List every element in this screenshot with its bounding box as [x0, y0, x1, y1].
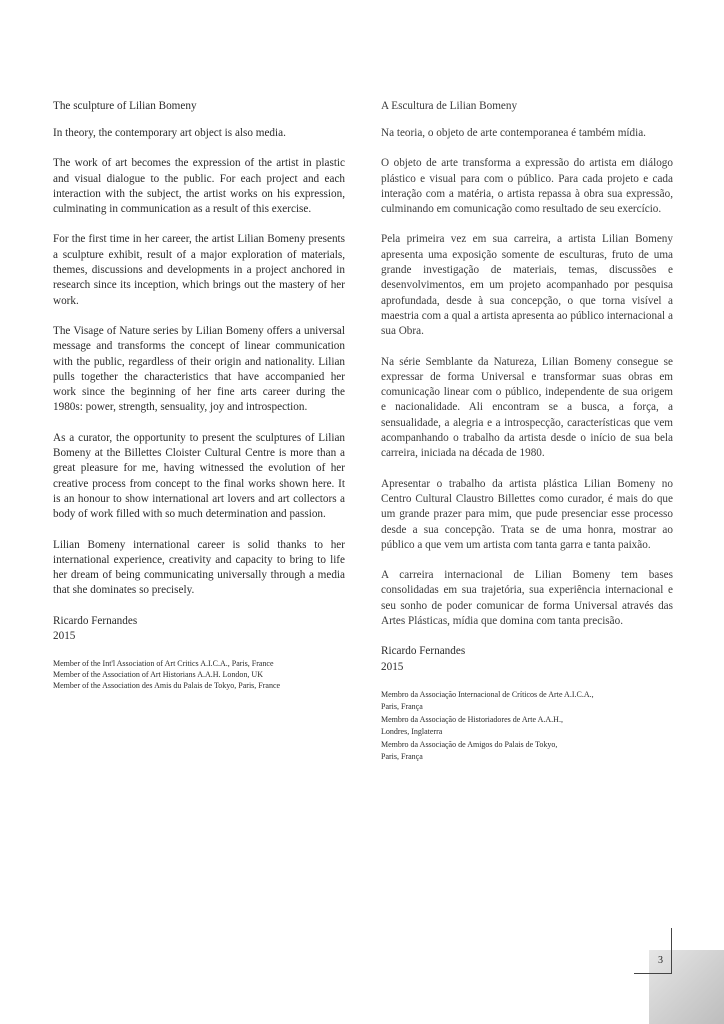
credential-line: Membro da Associação de Historiadores de Arte A.A.H.,	[381, 714, 563, 724]
english-title: The sculpture of Lilian Bomeny	[53, 100, 197, 112]
english-paragraph: The work of art becomes the expression of the artist in plastic and visual dialogue to the public. For each project and each interaction with the subject, the artist works on his expression, culminating in communication as a result of this exercise.	[53, 157, 345, 216]
portuguese-paragraph: Na teoria, o objeto de arte contemporanea é também mídia.	[381, 127, 646, 139]
credential-line: Paris, França	[381, 702, 423, 712]
portuguese-paragraph: A carreira internacional de Lilian Bomeny tem bases consolidadas em sua trajetória, sua experiência internacional e seu sonho de poder comunicar de forma Universal através das Artes Plásticas, mídia que domina com tanta precisão.	[381, 569, 673, 628]
portuguese-paragraph: Na série Semblante da Natureza, Lilian Bomeny consegue se expressar de forma Universal e transformar suas obras em comunicação linear com o público, independente de sua origem e nacionalidade. Ali encontram se a busca, a força, a sensualidade, a alegria e a introspecção, características que vem acompanhando o trabalho da artista desde o início de sua bela carreira, iniciada na década de 1980.	[381, 355, 673, 460]
english-column	[53, 99, 345, 691]
portuguese-column	[381, 99, 673, 764]
portuguese-paragraph: O objeto de arte transforma a expressão do artista em diálogo plástico e visual para com o público. Para cada projeto e cada interação com a matéria, o artista repassa à obra sua expressão, culminando em comunicação como resultado de seu exercício.	[381, 157, 673, 216]
portuguese-title: A Escultura de Lilian Bomeny	[381, 100, 518, 112]
page-number: 3	[658, 955, 663, 966]
signature-name: Ricardo Fernandes	[53, 614, 138, 627]
portuguese-credentials	[381, 689, 673, 764]
signature-year: 2015	[53, 630, 76, 643]
english-paragraph: For the first time in her career, the artist Lilian Bomeny presents a sculpture exhibit, result of a major exploration of materials, themes, discussions and developments in a project anchored in research since its inception, which brings out the mastery of her work.	[53, 233, 345, 307]
signature-year: 2015	[381, 660, 404, 673]
english-signature	[53, 614, 345, 645]
crop-mark-horizontal	[634, 973, 672, 974]
english-credentials	[53, 658, 345, 691]
portuguese-paragraph: Apresentar o trabalho da artista plástica Lilian Bomeny no Centro Cultural Claustro Billettes como curador, é mais do que um grande prazer para mim, que pude presenciar esse processo desde a sua concepção. Trata se de uma honra, mostrar ao público a que vem um artista com tanta garra e tanta paixão.	[381, 477, 673, 551]
portuguese-signature	[381, 644, 673, 675]
credential-line: Member of the Association des Amis du Palais de Tokyo, Paris, France	[53, 681, 281, 691]
english-paragraph: As a curator, the opportunity to present the sculptures of Lilian Bomeny at the Billettes Cloister Cultural Centre is more than a great pleasure for me, having witnessed the evolution of her creative process from concept to the final works shown here. It is an honour to show international art lovers and art collectors a body of work filled with so much determination and passion.	[53, 431, 345, 521]
credential-line: Membro da Associação de Amigos do Palais de Tokyo,	[381, 739, 558, 749]
english-paragraph: In theory, the contemporary art object is also media.	[53, 127, 286, 139]
credential-line: Member of the Int'l Association of Art Critics A.I.C.A., Paris, France	[53, 659, 274, 669]
credential-line: Londres, Inglaterra	[381, 727, 443, 737]
credential-line: Member of the Association of Art Historians A.A.H. London, UK	[53, 670, 263, 680]
credential-line: Membro da Associação Internacional de Críticos de Arte A.I.C.A.,	[381, 689, 594, 699]
credential-line: Paris, França	[381, 752, 423, 762]
portuguese-paragraph: Pela primeira vez em sua carreira, a artista Lilian Bomeny apresenta uma exposição somente de esculturas, fruto de uma grande investigação de materiais, temas, discussões e desenvolvimentos, em um projeto acompanhado por pesquisa aprofundada, desde à sua concepção, o que torna visível a maestria com a qual a artista apresenta ao público internacional a sua Obra.	[381, 233, 673, 338]
english-paragraph: Lilian Bomeny international career is solid thanks to her international experience, creativity and capacity to bring to life her dream of being communicating universally through a media that she dominates so precisely.	[53, 538, 345, 597]
english-paragraph: The Visage of Nature series by Lilian Bomeny offers a universal message and transforms the concept of linear communication with the public, regardless of their origin and nationality. Lilian pulls together the characteristics that have accompanied her work since the beginning of her fine arts career during the 1980s: power, strength, sensuality, joy and introspection.	[53, 324, 345, 414]
signature-name: Ricardo Fernandes	[381, 645, 466, 658]
crop-mark-vertical	[671, 928, 672, 974]
